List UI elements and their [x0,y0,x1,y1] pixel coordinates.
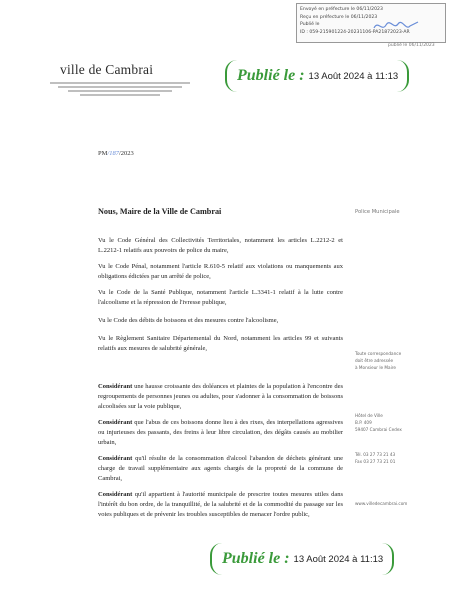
sidebar-line: doit être adressée [355,358,394,363]
recital-text: que l'abus de ces boissons donne lieu à des rixes, des interpellations agressives ou injurieuses des passants, des freins à leur libre circulation, des dégâts causés au mobilier urbain, [98,419,343,446]
sidebar-correspondence [355,350,401,371]
decree-title: Nous, Maire de la Ville de Cambrai [98,207,222,216]
published-date: 13 Août 2024 à 11:13 [308,70,399,82]
visa-paragraph-5: Vu le Règlement Sanitaire Départemental du Nord, notamment les articles 99 et suivants relatifs aux mesures de salubrité générale, [98,335,343,352]
stamp-published-line: Publié le [300,22,320,27]
recital-keyword: Considérant [98,491,133,498]
sidebar-line: Toute correspondance [355,351,402,356]
visa-paragraph-3: Vu le Code de la Santé Publique, notamment l'article L.3341-1 relatif à la lutte contre l'alcoolisme et la répression de l'ivresse publique, [98,289,343,306]
stamp-footer: publié le 06/11/2023 [388,43,435,48]
transmission-stamp [296,3,446,43]
recital-paragraph-1 [98,382,343,412]
recital-paragraph-2 [98,418,343,448]
sidebar-line: à Monsieur le Maire [355,365,396,370]
stamp-received-line: Reçu en préfecture le 06/11/2023 [300,14,378,20]
sidebar-line: B.P. 409 [355,420,372,425]
recital-keyword: Considérant [98,383,133,390]
recital-text: qu'il appartient à l'autorité municipale de prescrire toutes mesures utiles dans l'intérêt du bon ordre, de la tranquillité, de la salubrité et de la commodité du passage sur les voies publiques et de prévenir les troubles susceptibles de menacer l'ordre public, [98,491,343,518]
published-stamp-top [225,60,409,92]
sidebar-line: 59407 Cambrai Cedex [355,427,402,432]
reference-prefix: PM [98,150,108,157]
sidebar-website: www.villedecambrai.com [355,501,408,506]
published-stamp-bottom [210,543,394,575]
recital-keyword: Considérant [98,419,133,426]
city-logo-text: ville de Cambrai [60,62,154,77]
visa-paragraph-1: Vu le Code Général des Collectivités Territoriales, notamment les articles L.2212-2 et L.2212-1 relatifs aux pouvoirs de police du maire, [98,237,343,254]
reference-year: /2023 [118,150,134,157]
decree-reference [98,150,134,157]
recital-keyword: Considérant [98,455,133,462]
recital-text: une hausse croissante des doléances et plaintes de la population à l'encontre des regroupements de personnes jeunes ou adultes, pour s'adonner à la consommation de boissons alcoolisées sur la voie publique, [98,383,343,410]
recital-text: qu'il résulte de la consommation d'alcool l'abandon de déchets générant une charge de travail supplémentaire aux agents chargés de la propreté de la commune de Cambrai, [98,455,343,482]
sidebar-phone: Tél. 03 27 73 21 43 [355,452,396,457]
reference-number: /187 [107,150,119,157]
department-label: Police Municipale [355,209,400,215]
sidebar-address [355,412,402,433]
visa-paragraph-4: Vu le Code des débits de boissons et des mesures contre l'alcoolisme, [98,317,279,324]
stamp-id-line: ID : 059-215901224-20231106-PA21872023-AR [300,29,410,35]
published-label: Publié le : [237,67,305,84]
published-label: Publié le : [222,550,290,567]
stamp-sent-line: Envoyé en préfecture le 06/11/2023 [300,7,383,12]
visa-paragraph-2: Vu le Code Pénal, notamment l'article R.610-5 relatif aux violations ou manquements aux obligations édictées par un arrêté de police, [98,263,343,280]
stamp-signature-icon [372,18,420,34]
city-logo-lines-icon [40,80,200,100]
sidebar-line: Hôtel de Ville [355,413,383,418]
sidebar-fax: Fax 03 27 73 21 01 [355,459,396,464]
recital-paragraph-3 [98,454,343,484]
recital-paragraph-4 [98,490,343,520]
sidebar-phone-fax [355,451,395,465]
published-date: 13 Août 2024 à 11:13 [293,553,384,565]
